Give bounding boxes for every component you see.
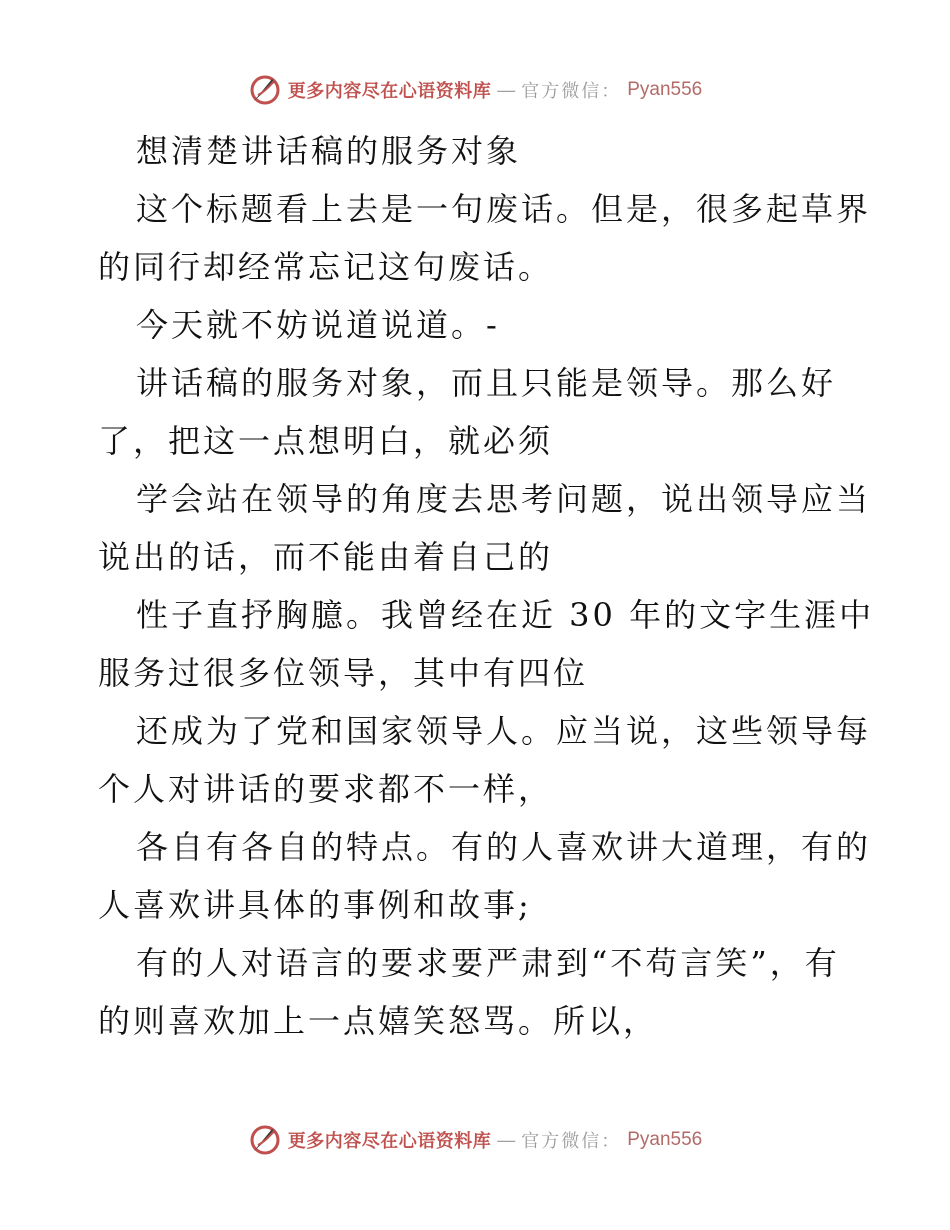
document-body: [98, 122, 875, 1050]
header-banner: [0, 70, 950, 110]
body-line: 的同行却经常忘记这句废话。: [98, 248, 554, 286]
header-wechat-label: 官方微信：: [521, 81, 622, 102]
body-line: 有的人对语言的要求要严肃到“不苟言笑”，有: [136, 944, 840, 982]
body-line: 各自有各自的特点。有的人喜欢讲大道理，有的: [136, 828, 872, 866]
body-line: 今天就不妨说道说道。-: [136, 306, 500, 344]
quill-logo-icon: [248, 1123, 282, 1157]
body-line: 人喜欢讲具体的事例和故事;: [98, 886, 532, 924]
body-line: 这个标题看上去是一句废话。但是，很多起草界: [136, 190, 872, 228]
footer-banner: [0, 1120, 950, 1160]
body-line: 说出的话，而不能由着自己的: [98, 538, 554, 576]
body-line: 学会站在领导的角度去思考问题，说出领导应当: [136, 480, 872, 518]
footer-wechat-label: 官方微信：: [521, 1131, 622, 1152]
quill-logo-icon: [248, 73, 282, 107]
header-wechat-id: Pyan556: [627, 79, 703, 100]
header-site-name: 更多内容尽在心语资料库: [287, 81, 492, 102]
body-line: 的则喜欢加上一点嬉笑怒骂。所以，: [98, 1002, 659, 1040]
footer-wechat-id: Pyan556: [627, 1129, 703, 1150]
footer-dash: —: [497, 1129, 516, 1150]
header-banner-content: [248, 73, 703, 107]
body-line: 还成为了党和国家领导人。应当说，这些领导每: [136, 712, 872, 750]
body-line: 个人对讲话的要求都不一样，: [98, 770, 554, 808]
body-line: 了，把这一点想明白，就必须: [98, 422, 554, 460]
body-line: 服务过很多位领导，其中有四位: [98, 654, 589, 692]
body-line: 讲话稿的服务对象，而且只能是领导。那么好: [136, 364, 837, 402]
footer-site-name: 更多内容尽在心语资料库: [287, 1131, 492, 1152]
body-line-title: 想清楚讲话稿的服务对象: [136, 132, 522, 170]
footer-banner-content: [248, 1123, 703, 1157]
body-line: 性子直抒胸臆。我曾经在近 30 年的文字生涯中: [136, 596, 875, 634]
header-dash: —: [497, 79, 516, 100]
